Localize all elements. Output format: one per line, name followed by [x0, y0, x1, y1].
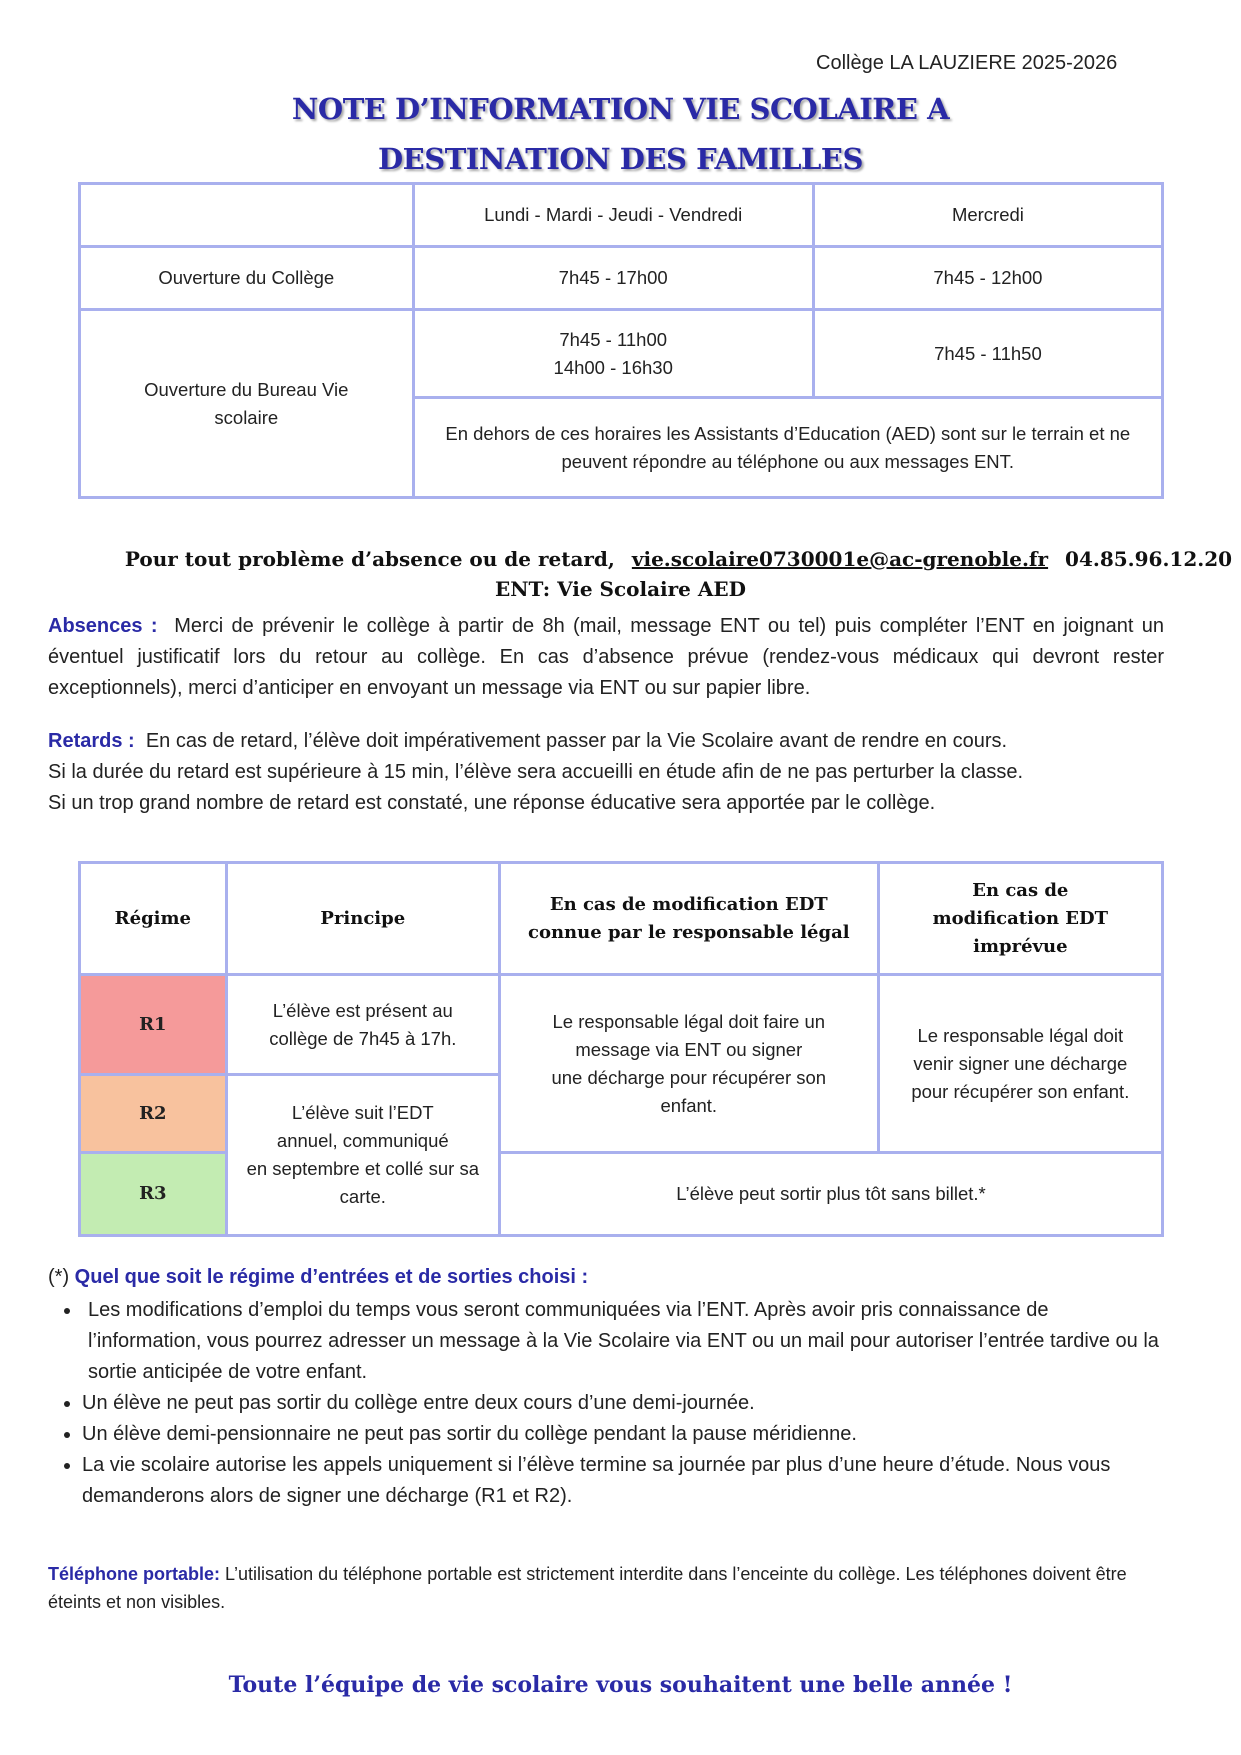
contact-email-link[interactable]: vie.scolaire0730001e@ac-grenoble.fr	[631, 547, 1049, 571]
col-weekdays: Lundi - Mardi - Jeudi - Vendredi	[413, 184, 813, 247]
office-hours-wednesday: 7h45 - 11h50	[813, 310, 1162, 398]
retards-line-1: En cas de retard, l’élève doit impérativement passer par la Vie Scolaire avant de rendre en cours.	[145, 730, 1008, 752]
note-heading: Quel que soit le régime d’entrées et de sorties choisi :	[74, 1266, 589, 1288]
regime-r1: R1	[80, 975, 227, 1075]
absences-text: Merci de prévenir le collège à partir de 8h (mail, message ENT ou tel) puis compléter l’ENT en joignant un éventuel justificatif lors du retour au collège. En cas d’absence prévue (rendez-vous médicaux qui devront rester exceptionnels), merci d’anticiper en envoyant un message via ENT ou sur papier libre.	[48, 615, 1164, 699]
r3-sortie: L’élève peut sortir plus tôt sans billet.*	[499, 1153, 1162, 1236]
absences-paragraph	[48, 611, 1164, 704]
schedule-table	[78, 182, 1164, 499]
regime-r2: R2	[80, 1075, 227, 1153]
office-hours-note: En dehors de ces horaires les Assistants d’Education (AED) sont sur le terrain et ne peuvent répondre au téléphone ou aux messages ENT.	[413, 398, 1162, 498]
note-item: • Un élève demi-pensionnaire ne peut pas sortir du collège pendant la pause méridienne.	[82, 1419, 1164, 1450]
page-title	[0, 84, 1241, 184]
telephone-text: L’utilisation du téléphone portable est strictement interdite dans l’enceinte du collège. Les téléphones doivent être éteints et non visibles.	[48, 1564, 1127, 1612]
r23-principe-b: en septembre et collé sur sa carte.	[246, 1158, 479, 1207]
contact-ent: ENT: Vie Scolaire AED	[495, 577, 746, 601]
r12-edt-imprevue: Le responsable légal doit venir signer une décharge pour récupérer son enfant.	[878, 975, 1162, 1153]
college-hours-weekdays: 7h45 - 17h00	[413, 247, 813, 310]
office-hours-afternoon: 14h00 - 16h30	[553, 356, 673, 378]
header-edt-imprevue: En cas de modification EDT imprévue	[878, 863, 1162, 975]
r23-principe	[226, 1075, 499, 1236]
footer-message: Toute l’équipe de vie scolaire vous souhaitent une belle année !	[228, 1672, 1013, 1698]
header-regime: Régime	[80, 863, 227, 975]
regime-note	[48, 1262, 1164, 1512]
header-principe: Principe	[226, 863, 499, 975]
retards-label: Retards :	[48, 730, 135, 752]
r1-principe: L’élève est présent au collège de 7h45 à 17h.	[226, 975, 499, 1075]
r12-edt-connue-a: Le responsable légal doit faire un message via ENT ou signer	[552, 1010, 826, 1060]
title-line-1: NOTE D’INFORMATION VIE SCOLAIRE A	[291, 92, 950, 126]
note-list	[48, 1295, 1164, 1512]
regime-r3: R3	[80, 1153, 227, 1236]
col-wednesday: Mercredi	[813, 184, 1162, 247]
note-prefix: (*)	[48, 1266, 70, 1288]
schedule-corner-cell	[80, 184, 414, 247]
r12-edt-connue	[499, 975, 878, 1153]
note-item: • Les modifications d’emploi du temps vous seront communiquées via l’ENT. Après avoir pris connaissance de l’information, vous pourrez adresser un message à la Vie Scolaire via ENT ou un mail pour autoriser l’entrée tardive ou la sortie anticipée de votre enfant.	[82, 1295, 1164, 1388]
absences-label: Absences :	[48, 615, 158, 637]
contact-phone: 04.85.96.12.20	[1065, 547, 1233, 571]
r23-principe-a: L’élève suit l’EDT annuel, communiqué	[276, 1102, 449, 1151]
header-edt-connue: En cas de modification EDT connue par le responsable légal	[499, 863, 878, 975]
title-line-2: DESTINATION DES FAMILLES	[378, 142, 863, 176]
college-year: Collège LA LAUZIERE 2025-2026	[816, 52, 1118, 74]
office-hours-morning: 7h45 - 11h00	[559, 328, 668, 350]
retards-line-3: Si un trop grand nombre de retard est constaté, une réponse éducative sera apportée par le collège.	[48, 792, 936, 814]
contact-block	[0, 544, 1241, 604]
note-item: • Un élève ne peut pas sortir du collège entre deux cours d’une demi-journée.	[82, 1388, 1164, 1419]
regimes-table	[78, 861, 1164, 1237]
telephone-label: Téléphone portable:	[48, 1564, 221, 1584]
note-item: • La vie scolaire autorise les appels uniquement si l’élève termine sa journée par plus d’une heure d’étude. Nous vous demanderons alors de signer une décharge (R1 et R2).	[82, 1450, 1164, 1512]
telephone-paragraph	[48, 1560, 1164, 1616]
r12-edt-connue-b: une décharge pour récupérer son enfant.	[551, 1066, 827, 1116]
retards-line-2: Si la durée du retard est supérieure à 15 min, l’élève sera accueilli en étude afin de ne pas perturber la classe.	[48, 761, 1024, 783]
row-office-opening: Ouverture du Bureau Vie scolaire	[80, 310, 414, 498]
row-college-opening: Ouverture du Collège	[80, 247, 414, 310]
college-hours-wednesday: 7h45 - 12h00	[813, 247, 1162, 310]
retards-paragraph	[48, 726, 1164, 819]
contact-intro: Pour tout problème d’absence ou de retard,	[124, 547, 615, 571]
office-hours-weekdays	[413, 310, 813, 398]
